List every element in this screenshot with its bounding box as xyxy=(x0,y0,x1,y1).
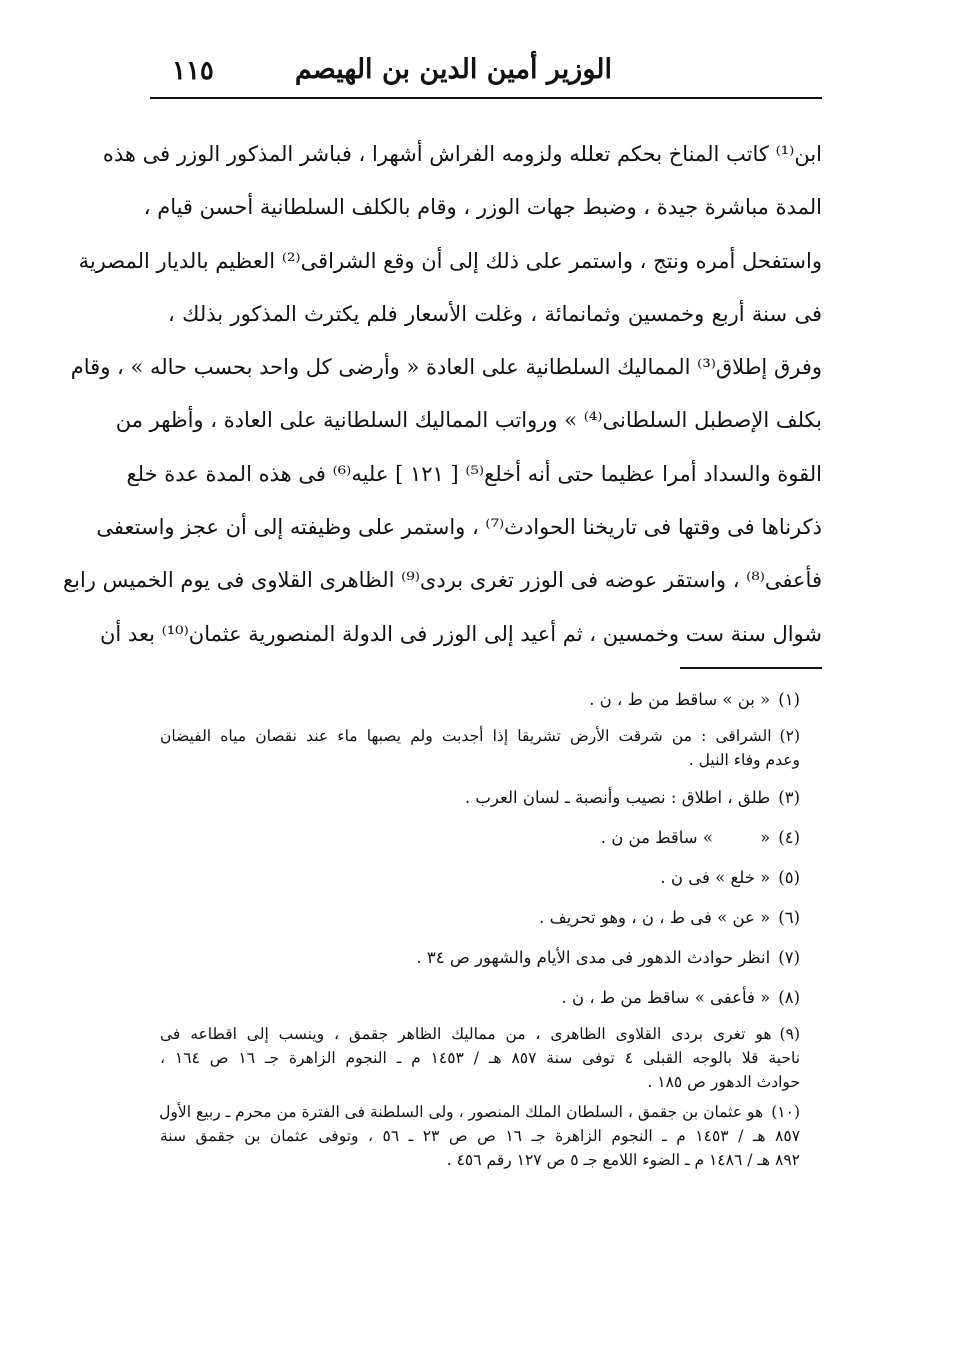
footnote-marker: (٢) xyxy=(779,727,800,745)
text-line: بكلف الإصطبل السلطانى⁽⁴⁾ » ورواتب المماليك السلطانية على العادة ، وأظهر من xyxy=(115,408,822,433)
header-rule xyxy=(150,97,822,99)
running-header xyxy=(150,52,822,96)
footnote-marker: (١٠) xyxy=(771,1103,800,1121)
page-number: ١١٥ xyxy=(172,56,214,86)
footnote-text: ناحية قلا بالوجه القبلى ٤ توفى سنة ٨٥٧ هـ / ١٤٥٣ م ـ النجوم الزاهرة جـ ١٦ ص ١٦٤ ، xyxy=(160,1049,801,1067)
footnote-6 xyxy=(160,898,800,938)
text-line: المدة مباشرة جيدة ، وضبط جهات الوزر ، وقام بالكلف السلطانية أحسن قيام ، xyxy=(143,195,822,220)
footnote-7 xyxy=(160,938,800,978)
footnote-text: هو عثمان بن جقمق ، السلطان الملك المنصور ، ولى السلطنة فى الفترة من محرم ـ ربيع الأول xyxy=(159,1103,764,1121)
footnote-4 xyxy=(160,818,800,858)
footnotes xyxy=(160,680,800,1178)
text-line: القوة والسداد أمرا عظيما حتى أنه أخلع⁽⁵⁾ [ ١٢١ ] عليه⁽⁶⁾ فى هذه المدة عدة خلع xyxy=(126,461,822,486)
footnote-text: « بن » ساقط من ط ، ن . xyxy=(589,690,771,709)
footnote-text: الشراقى : من شرقت الأرض تشريقا إذا أجدبت ولم يصبها ماء عند نقصان مياه الفيضان xyxy=(160,727,772,745)
footnote-text: « فأعفى » ساقط من ط ، ن . xyxy=(561,988,771,1007)
footnote-text: « خلع » فى ن . xyxy=(660,868,771,887)
text-line: واستفحل أمره ونتج ، واستمر على ذلك إلى أن وقع الشراقى⁽²⁾ العظيم بالديار المصرية xyxy=(78,248,822,273)
footnote-10 xyxy=(160,1100,800,1172)
footnote-marker: (٩) xyxy=(779,1025,800,1043)
footnote-text: انظر حوادث الدهور فى مدى الأيام والشهور ص ٣٤ . xyxy=(416,948,771,967)
footnote-marker: (٤) xyxy=(778,828,800,847)
footnote-marker: (٧) xyxy=(778,948,800,967)
text-line: وفرق إطلاق⁽³⁾ المماليك السلطانية على العادة « وأرضى كل واحد بحسب حاله » ، وقام xyxy=(70,355,822,380)
text-line: شوال سنة ست وخمسين ، ثم أعيد إلى الوزر فى الدولة المنصورية عثمان⁽¹⁰⁾ بعد أن xyxy=(100,621,822,646)
footnote-marker: (٣) xyxy=(778,788,800,807)
footnote-marker: (١) xyxy=(778,690,800,709)
text-line: ابن⁽¹⁾ كاتب المناخ بحكم تعلله ولزومه الفراش أشهرا ، فباشر المذكور الوزر فى هذه xyxy=(102,142,822,166)
footnote-text: طلق ، اطلاق : نصيب وأنصبة ـ لسان العرب . xyxy=(464,788,771,807)
footnote-marker: (٨) xyxy=(778,988,800,1007)
text-line: ذكرناها فى وقتها فى تاريخنا الحوادث⁽⁷⁾ ، واستمر على وظيفته إلى أن عجز واستعفى xyxy=(96,515,822,540)
footnote-5 xyxy=(160,858,800,898)
text-line: فى سنة أربع وخمسين وثمانمائة ، وغلت الأسعار فلم يكترث المذكور بذلك ، xyxy=(168,301,822,326)
text-line: فأعفى⁽⁸⁾ ، واستقر عوضه فى الوزر تغرى بردى⁽⁹⁾ الظاهرى القلاوى فى يوم الخميس رابع xyxy=(62,568,822,593)
footnote-marker: (٥) xyxy=(778,868,800,887)
footnote-text: ٨٩٢ هـ / ١٤٨٦ م ـ الضوء اللامع جـ ٥ ص ١٢٧ رقم ٤٥٦ . xyxy=(446,1151,800,1169)
footnote-1 xyxy=(160,680,800,720)
footnote-9 xyxy=(160,1022,800,1094)
footnote-separator xyxy=(680,667,822,669)
footnote-text: هو تغرى بردى القلاوى الظاهرى ، من مماليك الظاهر جقمق ، وينسب إلى اقطاعه فى xyxy=(160,1025,772,1043)
footnote-text: ٨٥٧ هـ / ١٤٥٣ م ـ النجوم الزاهرة جـ ١٦ ص ص ٢٣ ـ ٥٦ ، وتوفى عثمان بن جقمق سنة xyxy=(160,1127,801,1145)
footnote-3 xyxy=(160,778,800,818)
running-title: الوزير أمين الدين بن الهيصم xyxy=(294,54,612,85)
footnote-text: وعدم وفاء النيل . xyxy=(688,751,800,769)
footnote-2 xyxy=(160,724,800,772)
footnote-marker: (٦) xyxy=(778,908,800,927)
footnote-text: حوادث الدهور ص ١٨٥ . xyxy=(647,1073,800,1091)
footnote-text: « » ساقط من ن . xyxy=(600,828,771,847)
main-text xyxy=(62,128,822,661)
footnote-text: « عن » فى ط ، ن ، وهو تحريف . xyxy=(539,908,771,927)
footnote-8 xyxy=(160,978,800,1018)
